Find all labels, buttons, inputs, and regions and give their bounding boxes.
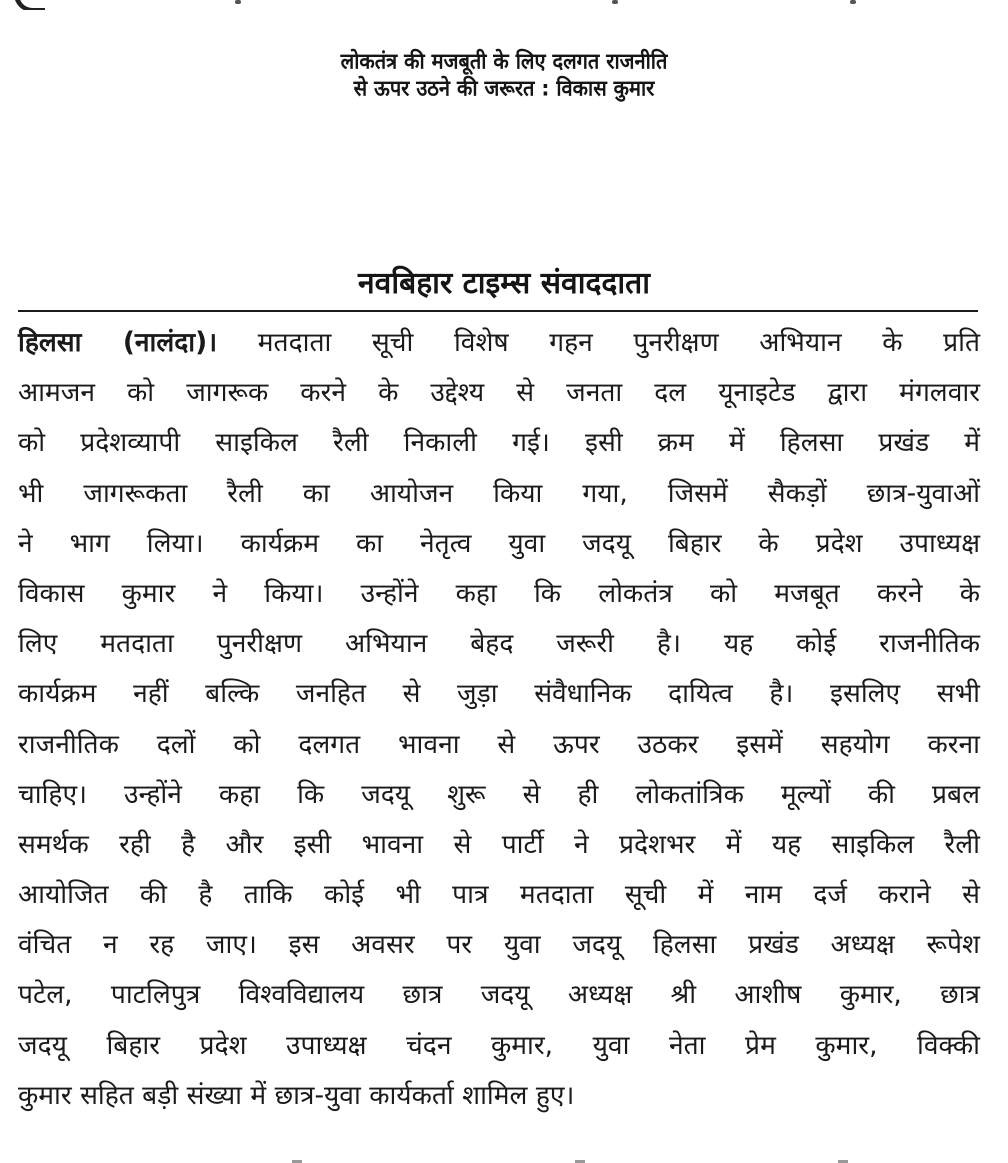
clipped-text-fragment [850, 0, 856, 4]
article-line [18, 318, 980, 368]
article-line: भी जागरूकता रैली का आयोजन किया गया, जिसमें सैकड़ों छात्र-युवाओं [18, 477, 980, 509]
clipped-glyph-fragment [14, 0, 45, 10]
article-line: कुमार सहित बड़ी संख्या में छात्र-युवा कार्यकर्ता शामिल हुए। [18, 1079, 575, 1111]
headline-line-2: से ऊपर उठने की जरूरत : विकास कुमार [353, 75, 655, 101]
article-line: चाहिए। उन्होंने कहा कि जदयू शुरू से ही लोकतांत्रिक मूल्यों की प्रबल [18, 778, 980, 810]
article-headline [0, 48, 1008, 102]
article-line: वंचित न रह जाए। इस अवसर पर युवा जदयू हिलसा प्रखंड अध्यक्ष रूपेश [18, 929, 980, 961]
article-body [18, 318, 980, 1121]
article-line: आमजन को जागरूक करने के उद्देश्य से जनता दल यूनाइटेड द्वारा मंगलवार [18, 377, 980, 409]
clipped-top-edge [0, 0, 1008, 10]
clipped-bottom-edge [0, 1157, 1008, 1163]
article-line: कार्यक्रम नहीं बल्कि जनहित से जुड़ा संवैधानिक दायित्व है। इसलिए सभी [18, 678, 980, 710]
byline: नवबिहार टाइम्स संवाददाता [358, 266, 650, 301]
article-line: लिए मतदाता पुनरीक्षण अभियान बेहद जरूरी है। यह कोई राजनीतिक [18, 628, 980, 660]
article-line: को प्रदेशव्यापी साइकिल रैली निकाली गई। इसी क्रम में हिलसा प्रखंड में [18, 427, 980, 459]
article-line: राजनीतिक दलों को दलगत भावना से ऊपर उठकर इसमें सहयोग करना [18, 728, 980, 760]
article-line: पटेल, पाटलिपुत्र विश्वविद्यालय छात्र जदयू अध्यक्ष श्री आशीष कुमार, छात्र [18, 979, 980, 1011]
article-line: समर्थक रही है और इसी भावना से पार्टी ने प्रदेशभर में यह साइकिल रैली [18, 828, 980, 860]
article-line-text: मतदाता सूची विशेष गहन पुनरीक्षण अभियान के प्रति [217, 327, 980, 358]
article-line: आयोजित की है ताकि कोई भी पात्र मतदाता सूची में नाम दर्ज कराने से [18, 879, 980, 911]
article-line: विकास कुमार ने किया। उन्होंने कहा कि लोकतंत्र को मजबूत करने के [18, 577, 980, 609]
article-line: जदयू बिहार प्रदेश उपाध्यक्ष चंदन कुमार, युवा नेता प्रेम कुमार, विक्की [18, 1029, 980, 1061]
clipped-text-fragment [612, 0, 618, 4]
dateline: हिलसा (नालंदा)। [18, 327, 218, 358]
clipped-text-fragment [235, 0, 241, 4]
byline-divider [18, 310, 978, 312]
article-line: ने भाग लिया। कार्यक्रम का नेतृत्व युवा जदयू बिहार के प्रदेश उपाध्यक्ष [18, 527, 980, 559]
headline-line-1: लोकतंत्र की मजबूती के लिए दलगत राजनीति [340, 48, 668, 74]
